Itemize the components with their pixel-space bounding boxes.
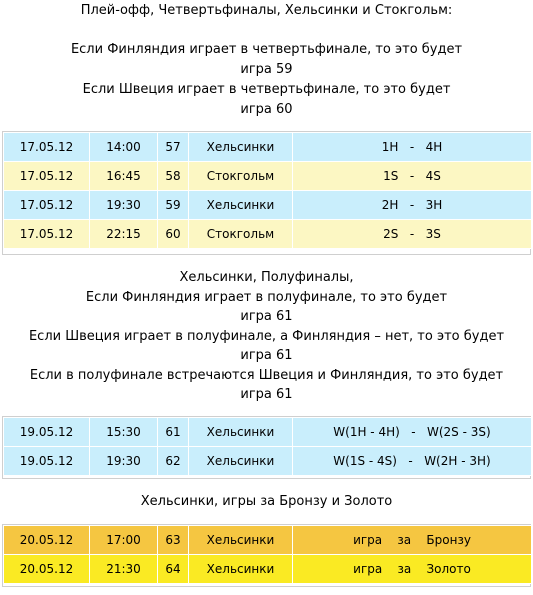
- game-number-cell: 57: [158, 133, 189, 162]
- city-cell: Хельсинки: [189, 555, 293, 584]
- date-cell: 20.05.12: [4, 555, 90, 584]
- game-number-cell: 58: [158, 162, 189, 191]
- game-number-cell: 61: [158, 418, 189, 447]
- semifinals-note-finland-game: игра 61: [240, 309, 293, 324]
- time-cell: 16:45: [90, 162, 158, 191]
- medal-games-title: Хельсинки, игры за Бронзу и Золото: [140, 494, 393, 509]
- match-cell: 2H - 3H: [293, 191, 532, 220]
- date-cell: 17.05.12: [4, 162, 90, 191]
- date-cell: 19.05.12: [4, 447, 90, 476]
- date-cell: 17.05.12: [4, 220, 90, 249]
- game-number-cell: 60: [158, 220, 189, 249]
- table-row: [4, 526, 532, 555]
- date-cell: 17.05.12: [4, 133, 90, 162]
- match-cell: 2S - 3S: [293, 220, 532, 249]
- city-cell: Стокгольм: [189, 220, 293, 249]
- city-cell: Хельсинки: [189, 526, 293, 555]
- time-cell: 15:30: [90, 418, 158, 447]
- semifinals-note-both-game: игра 61: [240, 387, 293, 402]
- table-row: [4, 418, 532, 447]
- semifinals-note-finland: Если Финляндия играет в полуфинале, то это будет: [85, 290, 448, 305]
- game-number-cell: 64: [158, 555, 189, 584]
- table-row: [4, 133, 532, 162]
- table-row: [4, 220, 532, 249]
- city-cell: Хельсинки: [189, 447, 293, 476]
- game-number-cell: 62: [158, 447, 189, 476]
- table-row: [4, 162, 532, 191]
- game-number-cell: 63: [158, 526, 189, 555]
- city-cell: Стокгольм: [189, 162, 293, 191]
- semifinals-note-both: Если в полуфинале встречаются Швеция и Финляндия, то это будет: [29, 368, 504, 383]
- table-row: [4, 555, 532, 584]
- semifinals-table: [3, 417, 532, 476]
- quarterfinals-note-sweden: Если Швеция играет в четвертьфинале, то это будет: [82, 82, 451, 97]
- semifinals-note-sweden: Если Швеция играет в полуфинале, а Финляндия – нет, то это будет: [28, 329, 505, 344]
- date-cell: 20.05.12: [4, 526, 90, 555]
- game-number-cell: 59: [158, 191, 189, 220]
- time-cell: 14:00: [90, 133, 158, 162]
- time-cell: 19:30: [90, 447, 158, 476]
- match-cell: игра за Золото: [293, 555, 532, 584]
- medal-games-table: [3, 525, 532, 584]
- quarterfinals-table: [3, 132, 532, 249]
- match-cell: 1H - 4H: [293, 133, 532, 162]
- city-cell: Хельсинки: [189, 418, 293, 447]
- match-cell: W(1S - 4S) - W(2H - 3H): [293, 447, 532, 476]
- match-cell: 1S - 4S: [293, 162, 532, 191]
- date-cell: 19.05.12: [4, 418, 90, 447]
- semifinals-title: Хельсинки, Полуфиналы,: [179, 270, 354, 285]
- time-cell: 17:00: [90, 526, 158, 555]
- time-cell: 21:30: [90, 555, 158, 584]
- city-cell: Хельсинки: [189, 191, 293, 220]
- quarterfinals-note-sweden-game: игра 60: [240, 102, 293, 117]
- date-cell: 17.05.12: [4, 191, 90, 220]
- table-row: [4, 191, 532, 220]
- match-cell: W(1H - 4H) - W(2S - 3S): [293, 418, 532, 447]
- city-cell: Хельсинки: [189, 133, 293, 162]
- table-row: [4, 447, 532, 476]
- match-cell: игра за Бронзу: [293, 526, 532, 555]
- time-cell: 22:15: [90, 220, 158, 249]
- quarterfinals-note-finland-game: игра 59: [240, 62, 293, 77]
- quarterfinals-title: Плей-офф, Четвертьфиналы, Хельсинки и Стокгольм:: [80, 3, 453, 18]
- quarterfinals-note-finland: Если Финляндия играет в четвертьфинале, то это будет: [70, 42, 463, 57]
- time-cell: 19:30: [90, 191, 158, 220]
- semifinals-note-sweden-game: игра 61: [240, 348, 293, 363]
